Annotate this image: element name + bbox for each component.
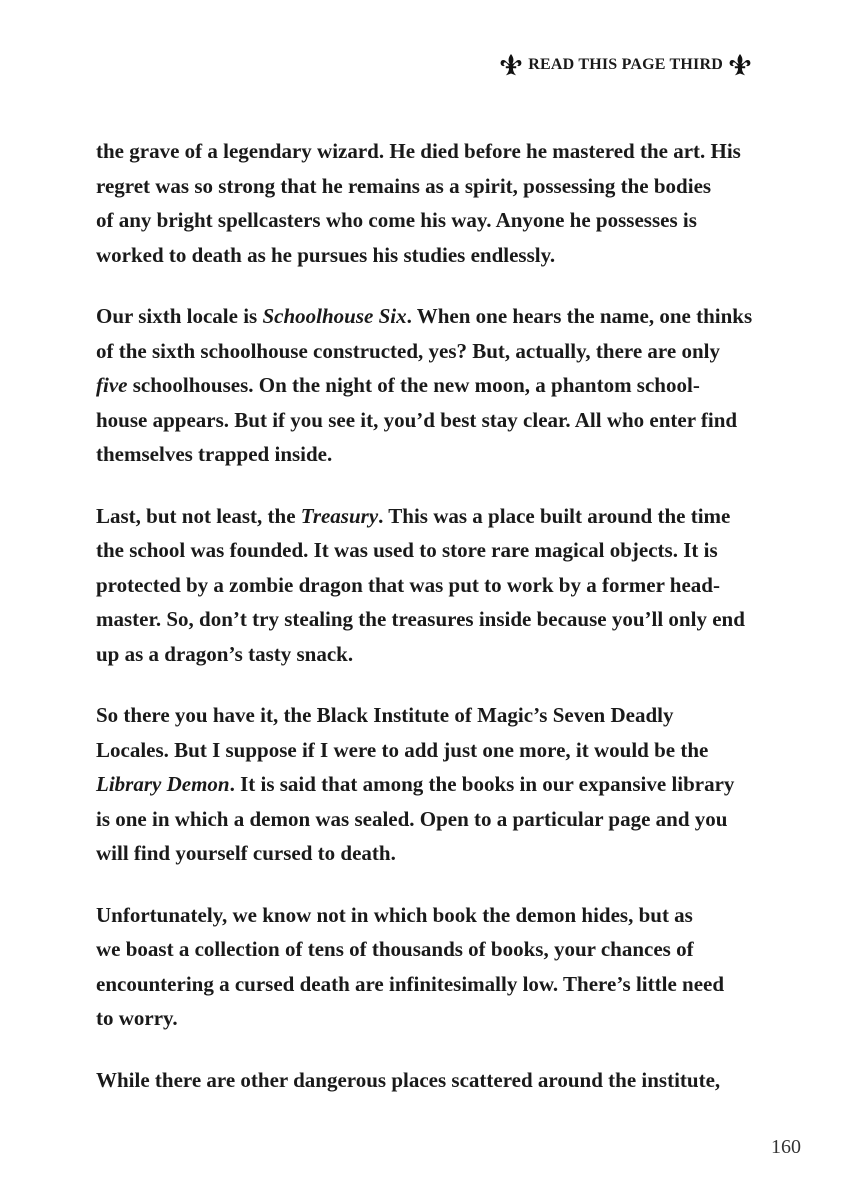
body-text bbox=[96, 134, 761, 1124]
fleur-de-lis-icon bbox=[498, 52, 524, 78]
italic-text: Treasury bbox=[300, 503, 379, 528]
line-text: While there are other dangerous places scattered around the institute, bbox=[96, 1067, 721, 1092]
text-line bbox=[96, 698, 761, 733]
line-text: we boast a collection of tens of thousands of books, your chances of bbox=[96, 937, 694, 961]
text-line bbox=[96, 932, 761, 967]
paragraph bbox=[96, 1063, 761, 1098]
paragraph bbox=[96, 134, 761, 272]
line-text: worked to death as he pursues his studies endlessly. bbox=[96, 242, 556, 267]
text-line bbox=[96, 499, 761, 534]
text-line bbox=[96, 568, 761, 603]
line-text: Unfortunately, we know not in which book the demon hides, but as bbox=[96, 902, 693, 927]
fleur-de-lis-icon bbox=[727, 52, 753, 78]
line-text: will find yourself cursed to death. bbox=[96, 841, 396, 865]
line-text: master. So, don’t try stealing the treasures inside because you’ll only end bbox=[96, 607, 745, 631]
paragraph bbox=[96, 698, 761, 871]
line-text: themselves trapped inside. bbox=[96, 442, 333, 466]
text-line bbox=[96, 334, 761, 369]
line-text: regret was so strong that he remains as a spirit, possessing the bodies bbox=[96, 173, 712, 198]
line-text: house appears. But if you see it, you’d best stay clear. All who enter find bbox=[96, 407, 738, 432]
text-line bbox=[96, 437, 761, 472]
line-text: . It is said that among the books in our expansive library bbox=[229, 772, 735, 796]
line-text: So there you have it, the Black Institute of Magic’s Seven Deadly bbox=[96, 703, 674, 727]
text-line bbox=[96, 637, 761, 672]
text-line bbox=[96, 533, 761, 568]
text-line bbox=[96, 1001, 761, 1036]
line-text: the grave of a legendary wizard. He died before he mastered the art. His bbox=[96, 139, 741, 163]
line-text: . This was a place built around the time bbox=[378, 503, 731, 528]
text-line bbox=[96, 733, 761, 768]
text-line bbox=[96, 802, 761, 837]
line-text: Locales. But I suppose if I were to add just one more, it would be the bbox=[96, 737, 709, 762]
text-line bbox=[96, 134, 761, 169]
text-line bbox=[96, 898, 761, 933]
text-line bbox=[96, 238, 761, 273]
page-header bbox=[498, 52, 753, 78]
line-text: protected by a zombie dragon that was put to work by a former head- bbox=[96, 572, 720, 597]
text-line bbox=[96, 602, 761, 637]
text-line bbox=[96, 767, 761, 802]
line-text: schoolhouses. On the night of the new moon, a phantom school- bbox=[127, 373, 700, 397]
line-text: Last, but not least, the bbox=[96, 503, 301, 528]
text-line bbox=[96, 1063, 761, 1098]
text-line bbox=[96, 368, 761, 403]
text-line bbox=[96, 203, 761, 238]
italic-text: Schoolhouse Six bbox=[262, 304, 407, 328]
line-text: up as a dragon’s tasty snack. bbox=[96, 641, 354, 666]
page-number: 160 bbox=[771, 1136, 801, 1158]
text-line bbox=[96, 169, 761, 204]
text-line bbox=[96, 403, 761, 438]
paragraph bbox=[96, 499, 761, 672]
line-text: of any bright spellcasters who come his way. Anyone he possesses is bbox=[96, 208, 697, 232]
line-text: of the sixth schoolhouse constructed, yes? But, actually, there are only bbox=[96, 338, 720, 363]
text-line bbox=[96, 299, 761, 334]
text-line bbox=[96, 967, 761, 1002]
line-text: encountering a cursed death are infinitesimally low. There’s little need bbox=[96, 971, 725, 996]
paragraph bbox=[96, 299, 761, 472]
paragraph bbox=[96, 898, 761, 1036]
italic-text: five bbox=[96, 373, 128, 397]
line-text: . When one hears the name, one thinks bbox=[406, 304, 753, 328]
line-text: Our sixth locale is bbox=[96, 304, 263, 328]
line-text: is one in which a demon was sealed. Open to a particular page and you bbox=[96, 806, 728, 831]
text-line bbox=[96, 836, 761, 871]
italic-text: Library Demon bbox=[96, 772, 230, 796]
line-text: to worry. bbox=[96, 1006, 178, 1030]
header-label: READ THIS PAGE THIRD bbox=[528, 56, 723, 73]
line-text: the school was founded. It was used to store rare magical objects. It is bbox=[96, 538, 718, 562]
